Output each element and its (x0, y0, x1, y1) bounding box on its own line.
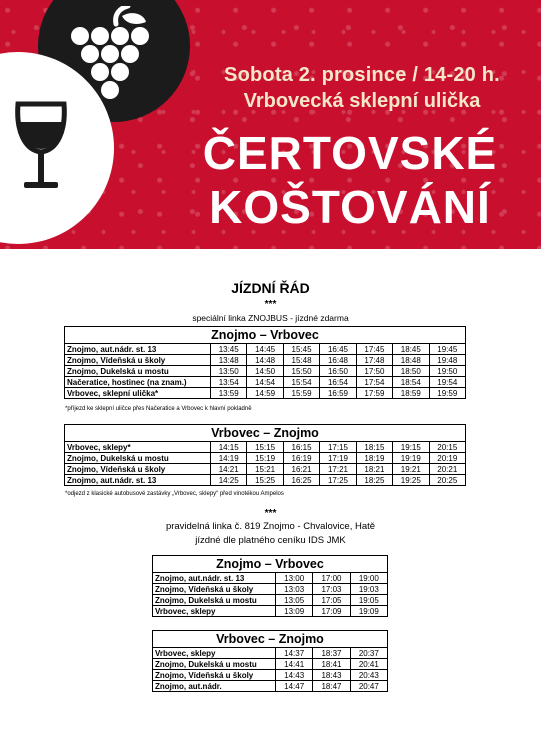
departure-time: 18:47 (313, 681, 350, 692)
table-title: Vrbovec – Znojmo (153, 631, 388, 648)
table-row (65, 475, 466, 486)
departure-time: 15:48 (283, 355, 319, 366)
departure-time: 17:59 (356, 388, 392, 399)
departure-time: 20:21 (429, 464, 465, 475)
timetable-special-vrbovec-znojmo (64, 424, 466, 486)
table-header-row (65, 327, 466, 344)
stop-name: Znojmo, aut.nádr. st. 13 (65, 344, 211, 355)
departure-time: 17:50 (356, 366, 392, 377)
table-row (65, 388, 466, 399)
table-row (65, 355, 466, 366)
departure-time: 18:59 (393, 388, 429, 399)
table-row (65, 464, 466, 475)
event-title-line1: ČERTOVSKÉ (202, 127, 498, 179)
table-header-row (65, 425, 466, 442)
table-row (153, 681, 388, 692)
stop-name: Načeratice, hostinec (na znam.) (65, 377, 211, 388)
event-place: Vrbovecká sklepní ulička (243, 90, 481, 112)
departure-time: 17:19 (320, 453, 356, 464)
table-row (153, 595, 388, 606)
departure-time: 18:15 (356, 442, 392, 453)
table-row (153, 606, 388, 617)
departure-time: 19:48 (429, 355, 465, 366)
departure-time: 19:59 (429, 388, 465, 399)
departure-time: 14:19 (211, 453, 247, 464)
departure-time: 18:50 (393, 366, 429, 377)
stop-name: Znojmo, Dukelská u mostu (65, 366, 211, 377)
departure-time: 14:41 (276, 659, 313, 670)
regular-line-fare: jízdné dle platného ceníku IDS JMK (195, 535, 346, 546)
departure-time: 13:54 (211, 377, 247, 388)
departure-time: 20:15 (429, 442, 465, 453)
departure-time: 16:50 (320, 366, 356, 377)
departure-time: 13:05 (276, 595, 313, 606)
departure-time: 19:45 (429, 344, 465, 355)
departure-time: 16:59 (320, 388, 356, 399)
departure-time: 17:21 (320, 464, 356, 475)
departure-time: 14:59 (247, 388, 283, 399)
departure-time: 14:50 (247, 366, 283, 377)
page-title: JÍZDNÍ ŘÁD (231, 280, 310, 296)
departure-time: 16:25 (283, 475, 319, 486)
table-row (65, 442, 466, 453)
departure-time: 14:25 (211, 475, 247, 486)
stop-name: Znojmo, Dukelská u mostu (65, 453, 211, 464)
departure-time: 17:48 (356, 355, 392, 366)
table-header-row (153, 556, 388, 573)
departure-time: 15:19 (247, 453, 283, 464)
departure-time: 14:48 (247, 355, 283, 366)
departure-time: 13:48 (211, 355, 247, 366)
departure-time: 15:54 (283, 377, 319, 388)
table-footnote: *odjezd z klasické autobusové zastávky „Vrbovec, sklepy“ před vinotékou Ampelos (65, 491, 284, 497)
departure-time: 14:45 (247, 344, 283, 355)
departure-time: 14:43 (276, 670, 313, 681)
stop-name: Znojmo, Dukelská u mostu (153, 659, 276, 670)
stop-name: Vrbovec, sklepní ulička* (65, 388, 211, 399)
event-date: Sobota 2. prosince / 14-20 h. (224, 64, 500, 86)
departure-time: 15:45 (283, 344, 319, 355)
separator: *** (264, 299, 277, 310)
departure-time: 18:54 (393, 377, 429, 388)
departure-time: 13:45 (211, 344, 247, 355)
table-row (153, 573, 388, 584)
departure-time: 13:03 (276, 584, 313, 595)
departure-time: 17:54 (356, 377, 392, 388)
special-line-subtitle: speciální linka ZNOJBUS - jízdné zdarma (192, 313, 349, 323)
timetable-regular-znojmo-vrbovec (152, 555, 388, 617)
departure-time: 20:19 (429, 453, 465, 464)
stop-name: Znojmo, Vídeňská u školy (153, 584, 276, 595)
table-row (65, 377, 466, 388)
departure-time: 17:25 (320, 475, 356, 486)
departure-time: 18:21 (356, 464, 392, 475)
departure-time: 18:43 (313, 670, 350, 681)
separator: *** (264, 508, 277, 519)
departure-time: 14:37 (276, 648, 313, 659)
stop-name: Znojmo, Dukelská u mostu (153, 595, 276, 606)
departure-time: 13:09 (276, 606, 313, 617)
departure-time: 14:47 (276, 681, 313, 692)
event-title-line2: KOŠTOVÁNÍ (209, 181, 491, 233)
departure-time: 15:59 (283, 388, 319, 399)
table-row (153, 670, 388, 681)
stop-name: Znojmo, Vídeňská u školy (65, 355, 211, 366)
departure-time: 19:03 (350, 584, 387, 595)
departure-time: 18:37 (313, 648, 350, 659)
departure-time: 17:03 (313, 584, 350, 595)
departure-time: 13:59 (211, 388, 247, 399)
departure-time: 14:15 (211, 442, 247, 453)
stop-name: Vrbovec, sklepy (153, 648, 276, 659)
departure-time: 17:09 (313, 606, 350, 617)
departure-time: 20:25 (429, 475, 465, 486)
stop-name: Znojmo, Vídeňská u školy (153, 670, 276, 681)
departure-time: 18:25 (356, 475, 392, 486)
stop-name: Vrbovec, sklepy* (65, 442, 211, 453)
regular-line-subtitle: pravidelná linka č. 819 Znojmo - Chvalovice, Hatě (165, 521, 376, 532)
timetable-regular-vrbovec-znojmo (152, 630, 388, 692)
stop-name: Vrbovec, sklepy (153, 606, 276, 617)
table-row (65, 366, 466, 377)
departure-time: 16:15 (283, 442, 319, 453)
table-row (65, 344, 466, 355)
departure-time: 15:50 (283, 366, 319, 377)
departure-time: 19:05 (350, 595, 387, 606)
departure-time: 16:45 (320, 344, 356, 355)
departure-time: 19:15 (393, 442, 429, 453)
departure-time: 19:21 (393, 464, 429, 475)
departure-time: 19:00 (350, 573, 387, 584)
departure-time: 16:21 (283, 464, 319, 475)
departure-time: 19:50 (429, 366, 465, 377)
stop-name: Znojmo, aut.nádr. (153, 681, 276, 692)
departure-time: 15:15 (247, 442, 283, 453)
table-row (153, 659, 388, 670)
departure-time: 16:19 (283, 453, 319, 464)
departure-time: 15:25 (247, 475, 283, 486)
table-row (153, 648, 388, 659)
table-header-row (153, 631, 388, 648)
stop-name: Znojmo, aut.nádr. st. 13 (153, 573, 276, 584)
departure-time: 17:00 (313, 573, 350, 584)
timetable-special-znojmo-vrbovec (64, 326, 466, 399)
departure-time: 16:48 (320, 355, 356, 366)
stop-name: Znojmo, Vídeňská u školy (65, 464, 211, 475)
table-title: Znojmo – Vrbovec (153, 556, 388, 573)
event-banner (0, 0, 541, 249)
departure-time: 18:19 (356, 453, 392, 464)
departure-time: 20:41 (350, 659, 387, 670)
departure-time: 19:09 (350, 606, 387, 617)
departure-time: 19:54 (429, 377, 465, 388)
departure-time: 18:41 (313, 659, 350, 670)
departure-time: 14:54 (247, 377, 283, 388)
departure-time: 16:54 (320, 377, 356, 388)
departure-time: 19:19 (393, 453, 429, 464)
departure-time: 18:45 (393, 344, 429, 355)
wine-glass-icon (12, 100, 70, 196)
departure-time: 17:05 (313, 595, 350, 606)
table-row (65, 453, 466, 464)
table-footnote: *příjezd ke sklepní uličce přes Načeratice a Vrbovec k hlavní pokladně (65, 406, 252, 412)
departure-time: 15:21 (247, 464, 283, 475)
stop-name: Znojmo, aut.nádr. st. 13 (65, 475, 211, 486)
departure-time: 17:15 (320, 442, 356, 453)
departure-time: 18:48 (393, 355, 429, 366)
table-title: Vrbovec – Znojmo (65, 425, 466, 442)
departure-time: 20:47 (350, 681, 387, 692)
departure-time: 13:00 (276, 573, 313, 584)
table-title: Znojmo – Vrbovec (65, 327, 466, 344)
departure-time: 13:50 (211, 366, 247, 377)
departure-time: 20:37 (350, 648, 387, 659)
departure-time: 17:45 (356, 344, 392, 355)
departure-time: 14:21 (211, 464, 247, 475)
table-row (153, 584, 388, 595)
departure-time: 20:43 (350, 670, 387, 681)
departure-time: 19:25 (393, 475, 429, 486)
